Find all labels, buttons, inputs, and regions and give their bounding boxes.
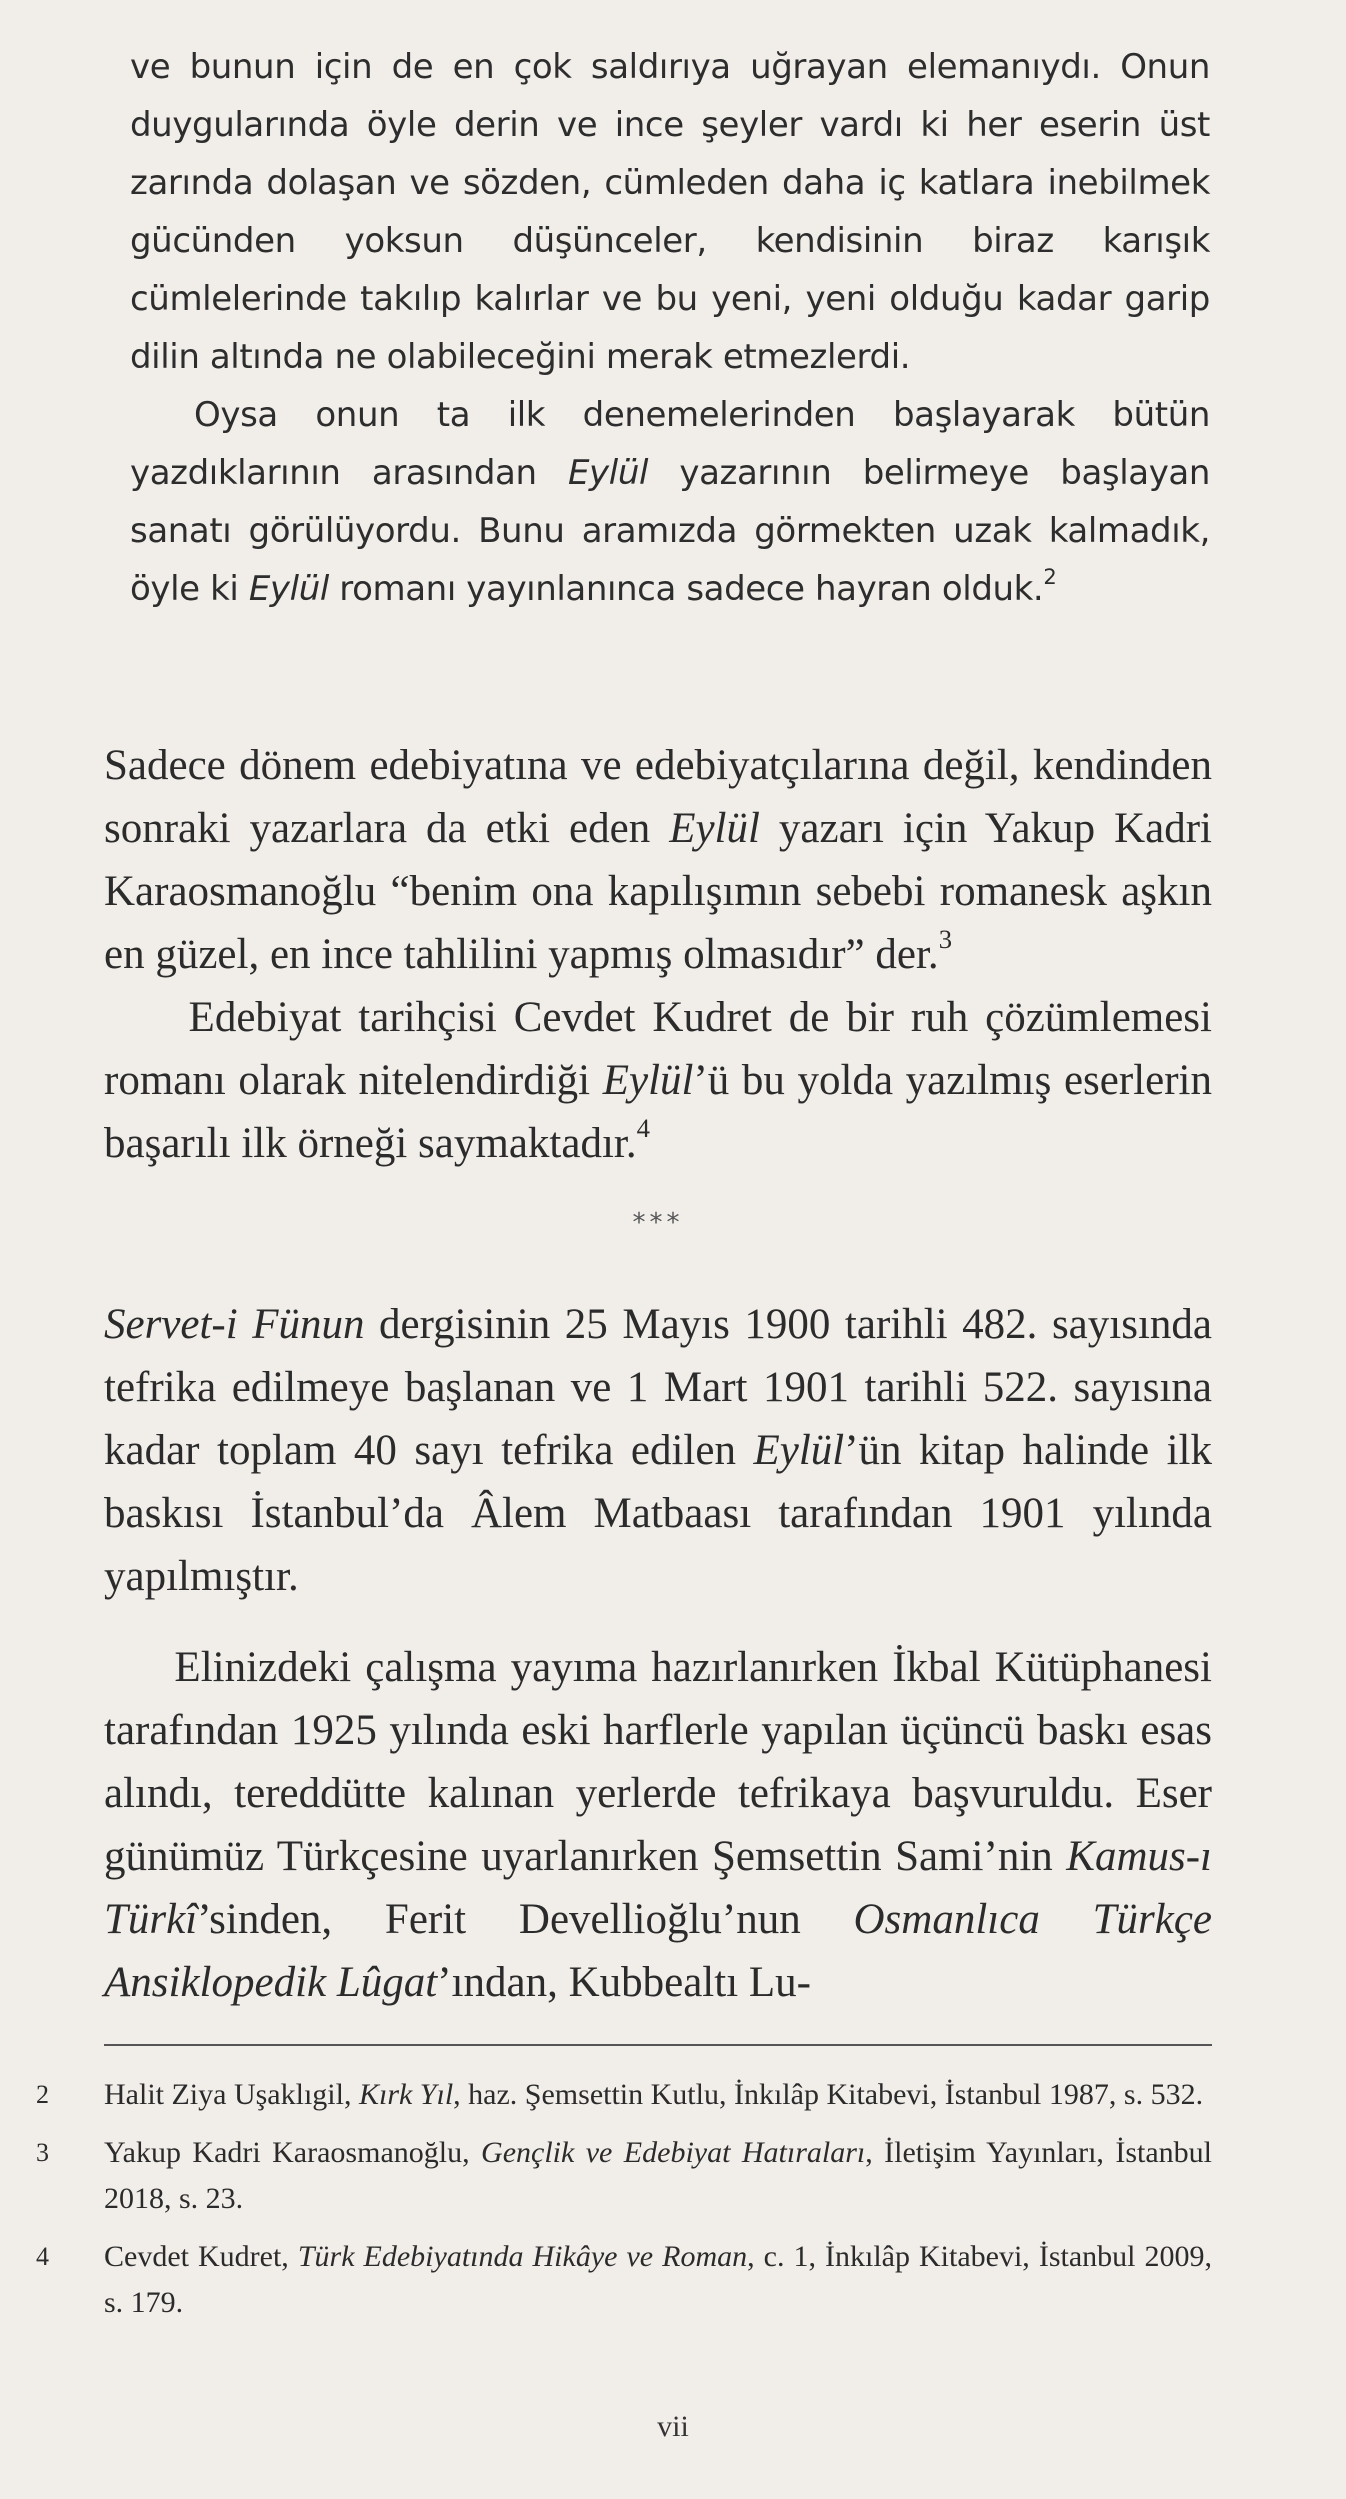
quote-text: romanı yayınlanınca sadece hayran olduk. xyxy=(328,569,1044,609)
footnote-ref-4[interactable]: 4 xyxy=(636,1113,650,1144)
body-text: ’ün kitap halinde ilk baskısı İstanbul’da Âlem Matbaası tarafından 1901 yılında yapılmıştır. xyxy=(104,1427,1213,1600)
body-text: ’ü bu yolda yazılmış eserlerin başarılı ilk örneği saymaktadır. xyxy=(104,1057,1212,1167)
footnote-4 xyxy=(36,2234,1212,2326)
quote-text: ve bunun için de en çok saldırıya uğrayan elemanıydı. Onun duygularında öyle derin ve ince şeyler vardı ki her eserin üst zarında dolaşan ve sözden, cümleden daha iç katlara inebilmek gücünden yoksun düşünceler, kendisinin biraz karışık cümlelerinde takılıp kalırlar ve bu yeni, yeni olduğu kadar garip dilin altında ne olabileceğini merak etmezlerdi. xyxy=(130,47,1210,377)
footnote-publication: , c. 1, İnkılâp Kitabevi, İstanbul 2009, s. 179. xyxy=(104,2240,1213,2319)
footnote-2 xyxy=(36,2072,1212,2118)
quote-text: Oysa onun ta ilk denemelerinden başlayarak bütün yazdıklarının arasından xyxy=(130,395,1210,493)
footnote-author: Yakup Kadri Karaosmanoğlu, xyxy=(104,2136,482,2169)
body-text: ’sinden, Ferit Devellioğlu’nun xyxy=(197,1896,854,1943)
quote-paragraph-2 xyxy=(130,386,1210,618)
footnotes xyxy=(36,2072,1212,2338)
main-text xyxy=(104,734,1212,2014)
paragraph-gap xyxy=(104,1608,1212,1636)
quote-text: yazarının belirmeye başlayan sanatı görülüyordu. Bunu aramızda görmekten uzak kalmadık, öyle ki xyxy=(130,453,1210,609)
footnote-text xyxy=(104,2072,1212,2118)
footnote-publication: , İletişim Yayınları, İstanbul 2018, s. 23. xyxy=(104,2136,1212,2215)
dictionary-title: Osmanlıca Türkçe Ansiklopedik Lûgat xyxy=(104,1896,1212,2006)
footnote-number: 3 xyxy=(36,2138,49,2167)
footnote-ref-2[interactable]: 2 xyxy=(1043,564,1057,590)
body-paragraph-3 xyxy=(104,1293,1212,1608)
book-title: Eylül xyxy=(248,569,329,609)
body-paragraph-1 xyxy=(104,734,1212,986)
body-paragraph-4 xyxy=(104,1636,1212,2014)
block-quote xyxy=(130,38,1210,618)
body-text: Elinizdeki çalışma yayıma hazırlanırken İkbal Kütüphanesi tarafından 1925 yılında eski harflerle yapılan üçüncü baskı esas alındı, tereddütte kalınan yerlerde tefrikaya başvuruldu. Eser günümüz Türkçesine uyarlanırken Şemsettin Sami’nin xyxy=(104,1644,1212,1880)
footnote-number: 2 xyxy=(36,2080,49,2109)
footnote-divider xyxy=(104,2044,1212,2046)
body-text: yazarı için Yakup Kadri Karaosmanoğlu “benim ona kapılışımın sebebi romanesk aşkın en güzel, en ince tahlilini yapmış olmasıdır” der. xyxy=(104,805,1212,978)
body-text: Edebiyat tarihçisi Cevdet Kudret de bir ruh çözümlemesi romanı olarak nitelendirdiği xyxy=(104,994,1212,1104)
quote-paragraph-1 xyxy=(130,38,1210,386)
body-text: ’ından, Kubbealtı Lu- xyxy=(437,1959,811,2006)
footnote-publication: , haz. Şemsettin Kutlu, İnkılâp Kitabevi, İstanbul 1987, s. 532. xyxy=(453,2078,1204,2111)
footnote-ref-3[interactable]: 3 xyxy=(938,924,953,955)
footnote-title: Türk Edebiyatında Hikâye ve Roman xyxy=(297,2240,748,2273)
footnote-author: Halit Ziya Uşaklıgil, xyxy=(104,2078,359,2111)
body-text: dergisinin 25 Mayıs 1900 tarihli 482. sayısında tefrika edilmeye başlanan ve 1 Mart 1901 tarihli 522. sayısına kadar toplam 40 sayı tefrika edilen xyxy=(104,1301,1212,1474)
footnote-text xyxy=(104,2234,1212,2326)
book-title: Eylül xyxy=(669,805,760,852)
footnote-title: Gençlik ve Edebiyat Hatıraları xyxy=(481,2136,866,2169)
footnote-3 xyxy=(36,2130,1212,2222)
body-paragraph-2 xyxy=(104,986,1212,1175)
book-title: Eylül xyxy=(753,1427,845,1474)
dictionary-title: Kamus-ı Türkî xyxy=(104,1833,1212,1943)
journal-title: Servet-i Fünun xyxy=(104,1301,365,1348)
footnote-author: Cevdet Kudret, xyxy=(104,2240,298,2273)
footnote-title: Kırk Yıl xyxy=(358,2078,454,2111)
page-number: vii xyxy=(657,2410,689,2443)
footnote-text xyxy=(104,2130,1212,2222)
book-title: Eylül xyxy=(567,453,649,493)
body-text: Sadece dönem edebiyatına ve edebiyatçılarına değil, kendinden sonraki yazarlara da etki eden xyxy=(104,742,1212,852)
section-separator: *** xyxy=(632,1208,684,1238)
book-title: Eylül xyxy=(602,1057,694,1104)
footnote-number: 4 xyxy=(36,2242,49,2271)
